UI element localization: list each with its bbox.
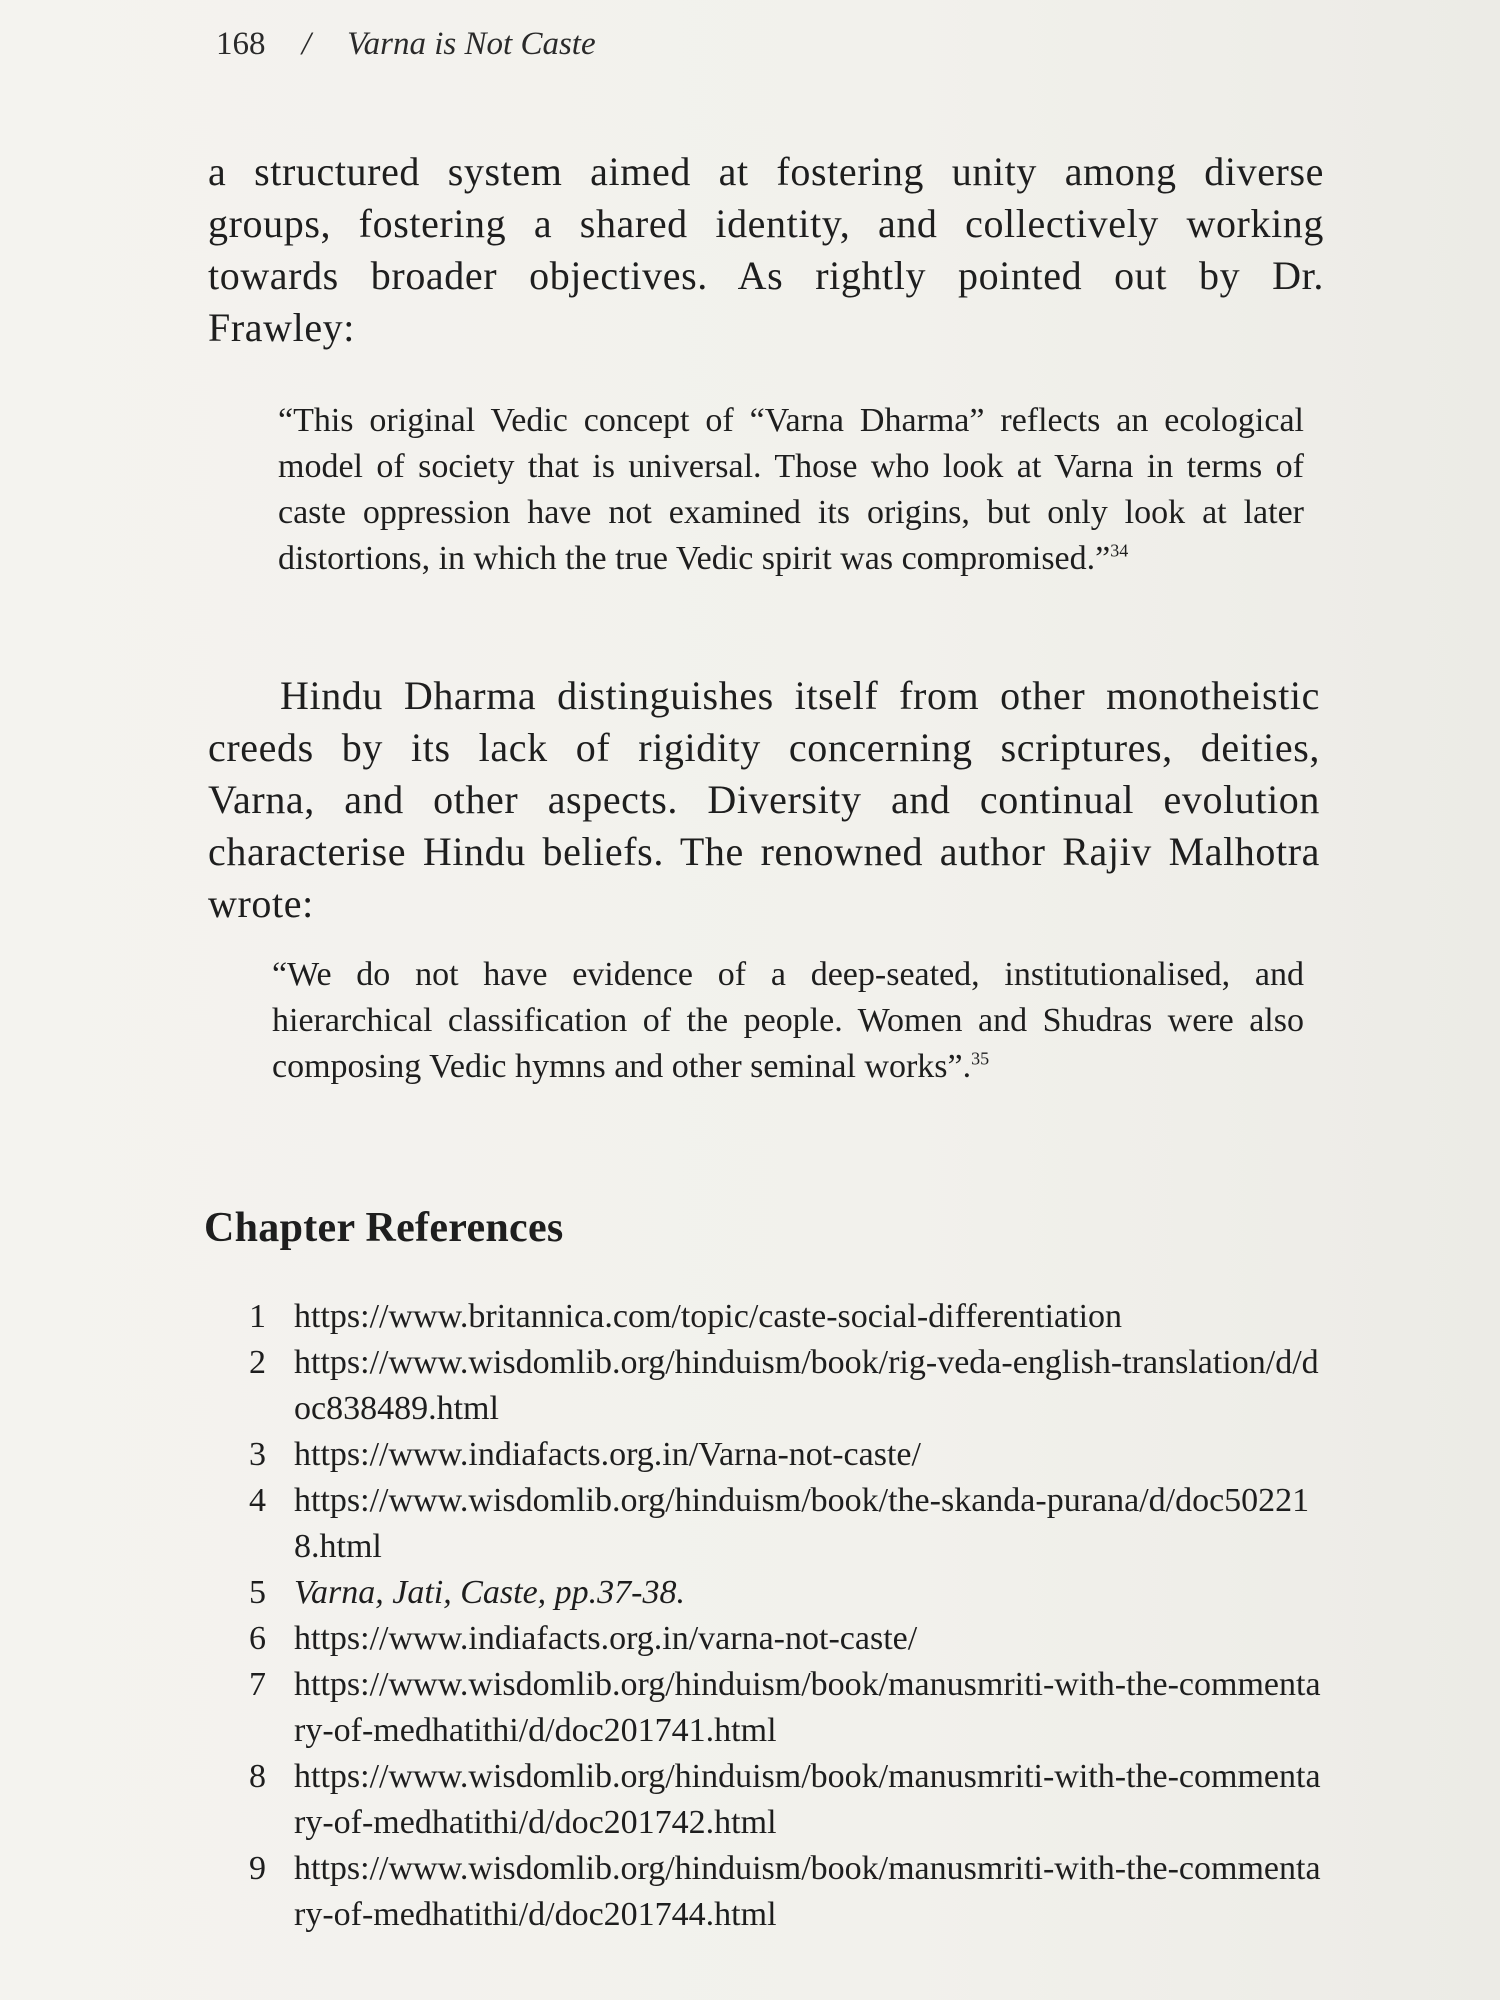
block-quote-frawley (278, 398, 1304, 582)
reference-text: https://www.indiafacts.org.in/Varna-not-caste/ (294, 1436, 921, 1473)
body-paragraph-1: a structured system aimed at fostering unity among diverse groups, fostering a shared identity, and collectively working towards broader objectives. As rightly pointed out by Dr. Frawley: (208, 149, 1324, 350)
reference-number: 7 (249, 1666, 266, 1703)
reference-number: 2 (249, 1344, 266, 1381)
reference-item (204, 1570, 1324, 1616)
reference-text: https://www.indiafacts.org.in/varna-not-caste/ (294, 1620, 918, 1657)
reference-text: https://www.britannica.com/topic/caste-social-differentiation (294, 1298, 1123, 1335)
quote-text: “This original Vedic concept of “Varna Dharma” reflects an ecological model of society that is universal. Those who look at Varna in terms of caste oppression have not examined its origins, but only look at later distortions, in which the true Vedic spirit was compromised.” (278, 402, 1304, 577)
reference-number: 3 (249, 1436, 266, 1473)
reference-item (204, 1662, 1324, 1754)
reference-text: https://www.wisdomlib.org/hinduism/book/manusmriti-with-the-commentary-of-medhatithi/d/doc201742.html (294, 1758, 1321, 1841)
reference-number: 1 (249, 1298, 266, 1335)
running-header (216, 26, 596, 63)
body-paragraph-2: Hindu Dharma distinguishes itself from other monotheistic creeds by its lack of rigidity concerning scriptures, deities, Varna, and other aspects. Diversity and continual evolution characterise Hindu beliefs. The renowned author Rajiv Malhotra wrote: (208, 673, 1320, 926)
reference-item (204, 1754, 1324, 1846)
reference-number: 5 (249, 1574, 266, 1611)
references-list (204, 1294, 1324, 1938)
reference-number: 6 (249, 1620, 266, 1657)
reference-number: 9 (249, 1850, 266, 1887)
block-quote-malhotra (272, 952, 1304, 1090)
reference-item (204, 1478, 1324, 1570)
reference-text: https://www.wisdomlib.org/hinduism/book/the-skanda-purana/d/doc502218.html (294, 1482, 1310, 1565)
quote-text: “We do not have evidence of a deep-seated, institutionalised, and hierarchical classification of the people. Women and Shudras were also composing Vedic hymns and other seminal works”. (272, 956, 1304, 1085)
reference-number: 8 (249, 1758, 266, 1795)
footnote-marker: 35 (971, 1048, 990, 1069)
reference-text: https://www.wisdomlib.org/hinduism/book/manusmriti-with-the-commentary-of-medhatithi/d/doc201744.html (294, 1850, 1321, 1933)
reference-text: https://www.wisdomlib.org/hinduism/book/manusmriti-with-the-commentary-of-medhatithi/d/doc201741.html (294, 1666, 1321, 1749)
reference-text: https://www.wisdomlib.org/hinduism/book/rig-veda-english-translation/d/doc838489.html (294, 1344, 1319, 1427)
references-heading: Chapter References (204, 1205, 564, 1251)
reference-item (204, 1340, 1324, 1432)
running-title: Varna is Not Caste (347, 26, 596, 62)
reference-item (204, 1616, 1324, 1662)
header-separator: / (301, 26, 311, 62)
reference-item (204, 1846, 1324, 1938)
reference-number: 4 (249, 1482, 266, 1519)
footnote-marker: 34 (1110, 540, 1129, 561)
reference-item (204, 1294, 1324, 1340)
reference-item (204, 1432, 1324, 1478)
reference-text: Varna, Jati, Caste, pp.37-38. (294, 1574, 685, 1611)
page-number: 168 (216, 26, 266, 62)
